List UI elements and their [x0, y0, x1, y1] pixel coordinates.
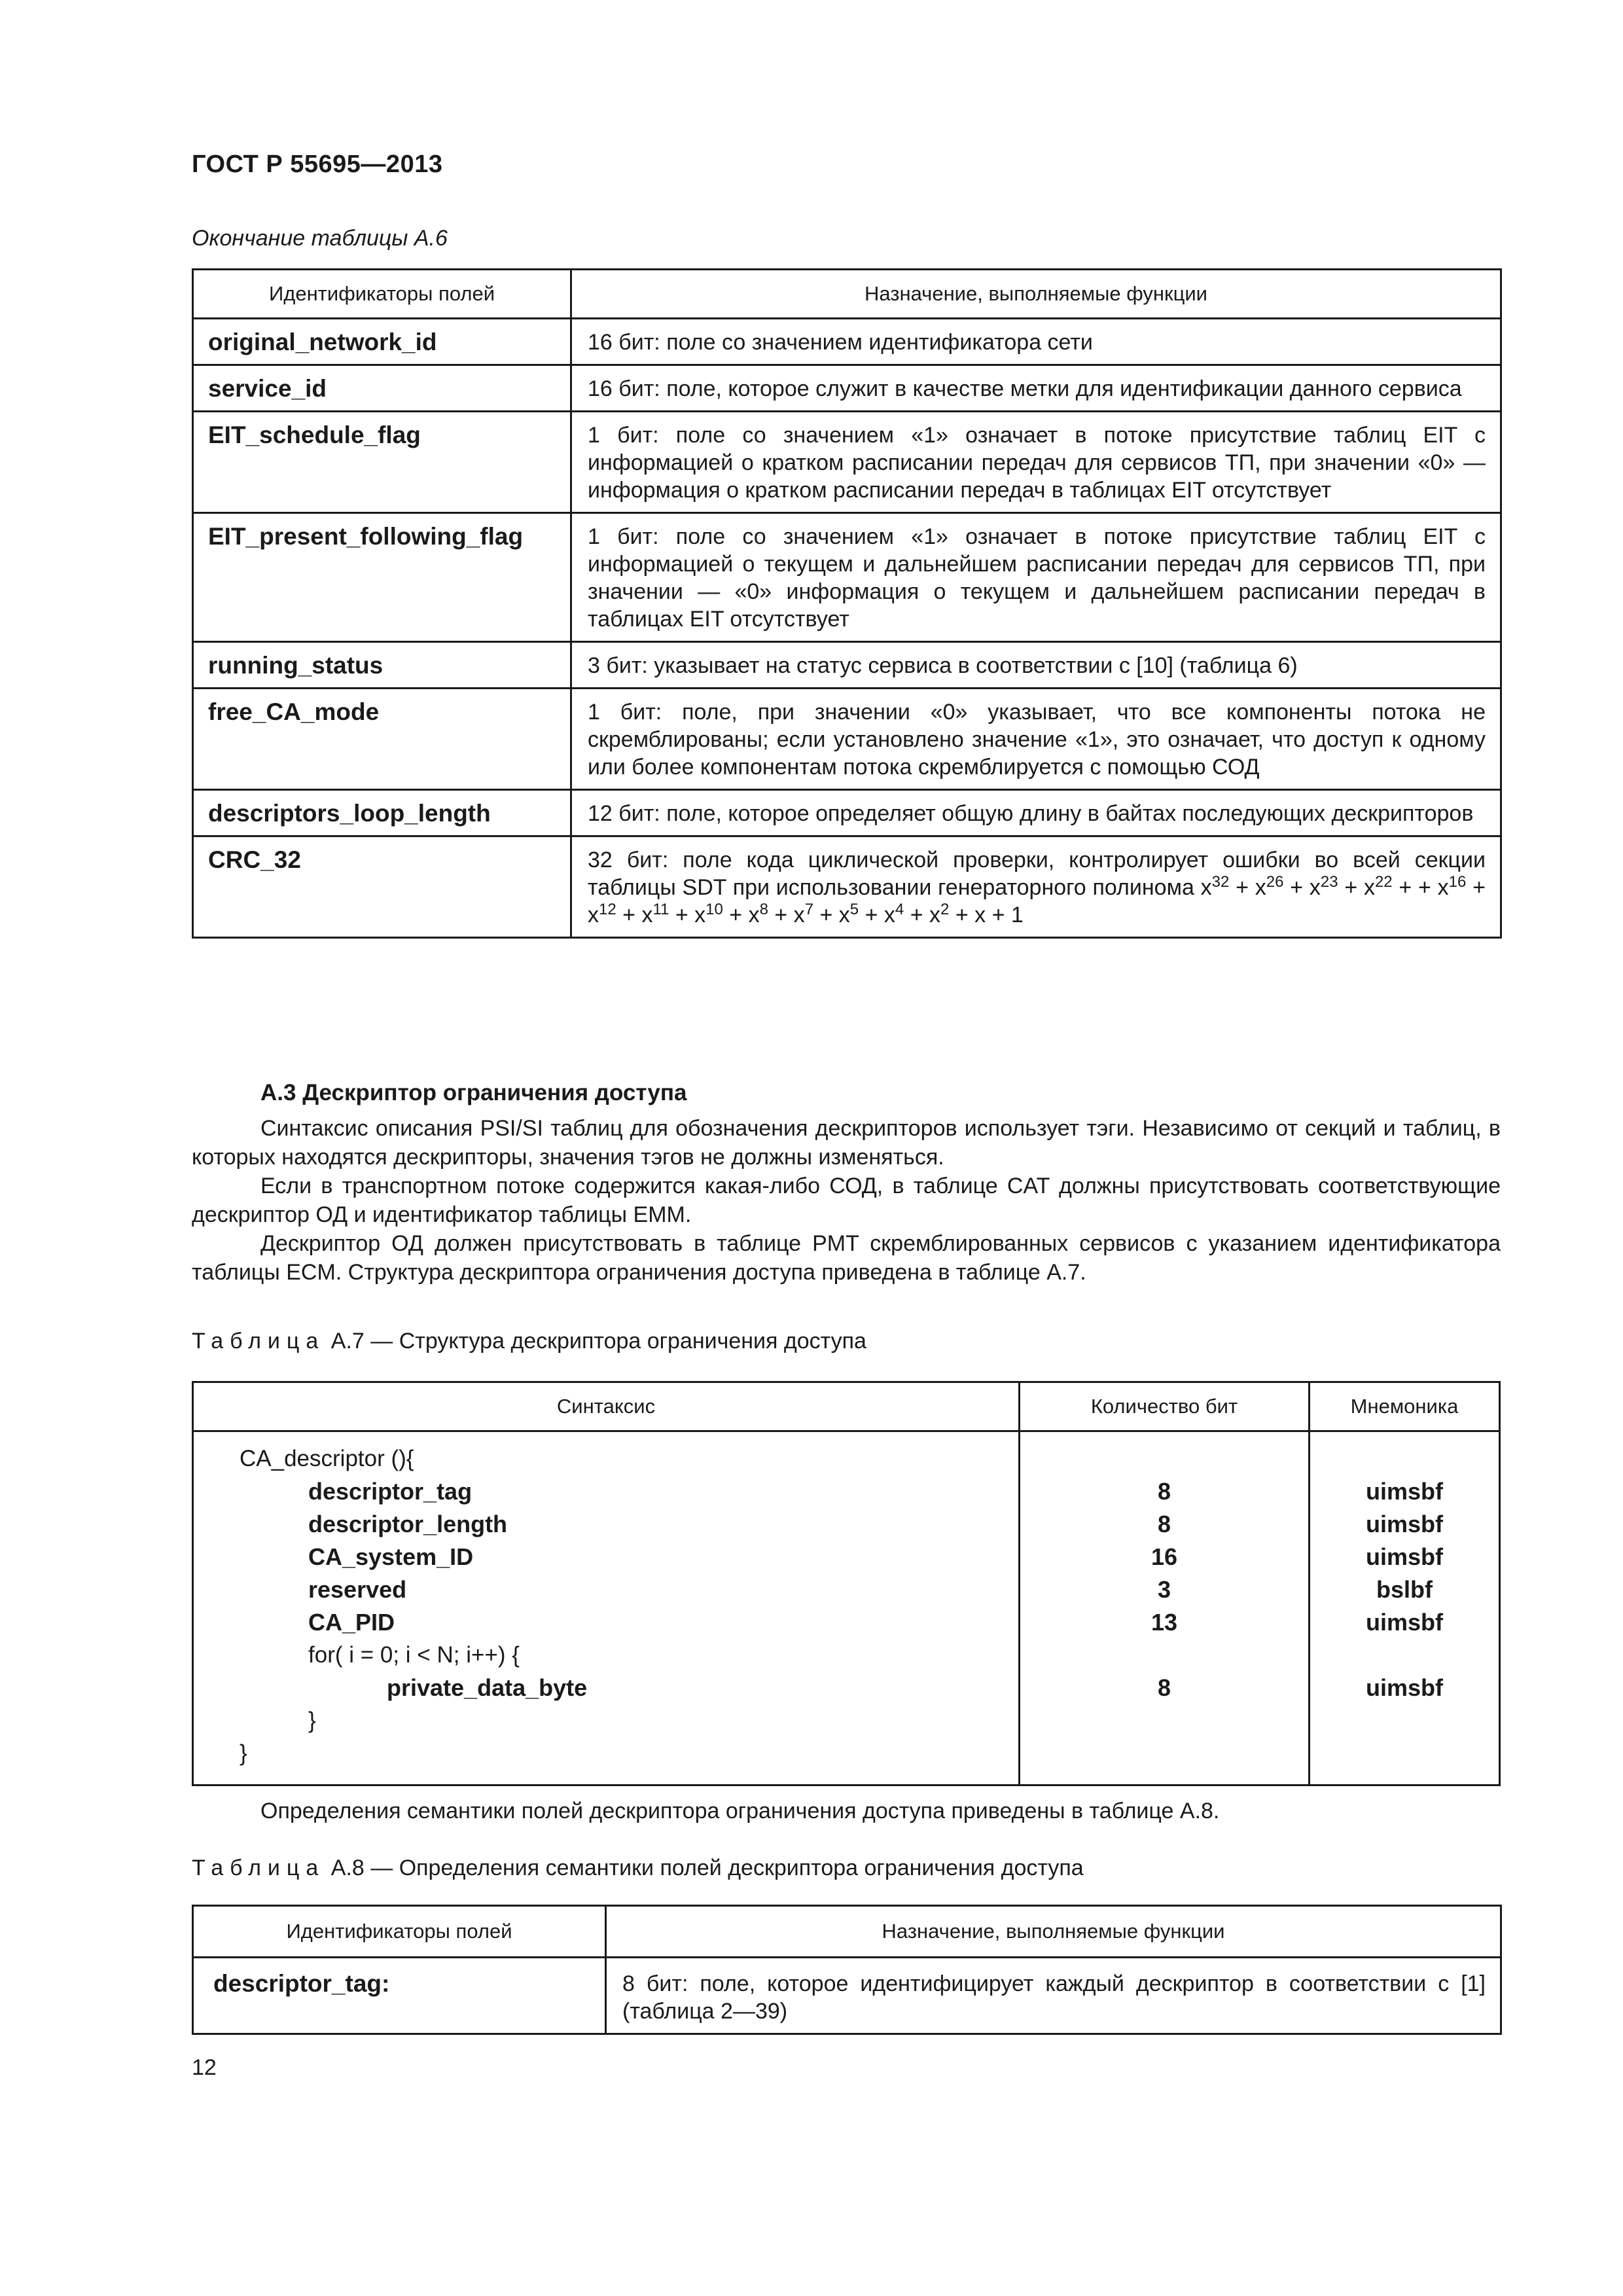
table-header-row — [193, 270, 1501, 319]
table-label: Таблица — [192, 1329, 325, 1354]
column-header: Количество бит — [1020, 1382, 1310, 1431]
table-row — [193, 689, 1501, 790]
field-id-cell: descriptors_loop_length — [193, 790, 571, 836]
bits-value — [1020, 1737, 1308, 1770]
poly-term: + x — [722, 903, 760, 927]
bits-value: 8 — [1157, 1511, 1171, 1537]
syntax-line: descriptor_length — [308, 1511, 508, 1537]
field-desc-cell: 16 бит: поле со значением идентификатора сети — [571, 319, 1501, 365]
mnemonic-value: uimsbf — [1365, 1543, 1443, 1570]
poly-exp: 10 — [705, 901, 723, 918]
table-a6 — [192, 268, 1502, 939]
bits-value — [1020, 1704, 1308, 1737]
poly-term: + x — [616, 903, 653, 927]
paragraph: Если в транспортном потоке содержится какая-либо СОД, в таблице CAT должны присутствовать соответствующие дескриптор ОД и идентификатор таблицы EMM. — [192, 1174, 1501, 1227]
bits-value: 16 — [1150, 1543, 1178, 1570]
column-header: Назначение, выполняемые функции — [571, 270, 1501, 319]
mnemonic-value: uimsbf — [1365, 1609, 1443, 1636]
paragraph: Синтаксис описания PSI/SI таблиц для обозначения дескрипторов использует тэги. Независимо от секций и таблиц, в которых находятся дескрипторы, значения тэгов не должны изменяться. — [192, 1116, 1501, 1170]
bits-value: 8 — [1157, 1478, 1171, 1505]
table-row — [193, 1958, 1501, 2034]
section-title: А.3 Дескриптор ограничения доступа — [260, 1080, 687, 1105]
table-caption-text: А.7 — Структура дескриптора ограничения доступа — [330, 1329, 866, 1354]
crc-desc-text: 32 бит: поле кода циклической проверки, контролирует ошибки во всей секции таблицы SDT при использовании генераторного полинома — [588, 848, 1486, 900]
field-desc-cell — [571, 836, 1501, 938]
poly-term: + x — [1338, 875, 1375, 900]
table-header-row — [193, 1906, 1501, 1958]
table-row — [193, 790, 1501, 836]
table-row — [193, 513, 1501, 642]
table-label: Таблица — [192, 1856, 325, 1880]
field-desc-cell: 12 бит: поле, которое определяет общую длину в байтах последующих дескрипторов — [571, 790, 1501, 836]
poly-exp: 7 — [804, 901, 814, 918]
field-id-cell: free_CA_mode — [193, 689, 571, 790]
column-header: Идентификаторы полей — [193, 270, 571, 319]
syntax-line: } — [308, 1708, 316, 1733]
poly-term: + + x — [1392, 875, 1449, 900]
mnemonic-value: uimsbf — [1365, 1511, 1443, 1537]
mnemonic-value: uimsbf — [1365, 1674, 1443, 1701]
field-desc-cell: 1 бит: поле, при значении «0» указывает, что все компоненты потока не скремблированы; если установлено значение «1», это означает, что доступ к одному или более компонентам потока скремблируется с помощью СОД — [571, 689, 1501, 790]
poly-exp: 11 — [652, 901, 669, 918]
paragraph: Определения семантики полей дескриптора ограничения доступа приведены в таблице А.8. — [260, 1799, 1220, 1823]
bits-value — [1020, 1443, 1308, 1475]
table-a7 — [192, 1381, 1501, 1786]
syntax-line: reserved — [308, 1576, 407, 1603]
poly-exp: 22 — [1374, 873, 1393, 891]
syntax-line: CA_PID — [308, 1609, 395, 1636]
bits-value: 3 — [1157, 1576, 1171, 1603]
mnemonic-value — [1310, 1639, 1499, 1672]
poly-exp: 2 — [940, 901, 950, 918]
field-desc-cell: 1 бит: поле со значением «1» означает в потоке присутствие таблиц EIT с информацией о текущем и дальнейшем расписании передач для сервисов ТП, при значении — «0» информация о текущем и дальнейшем расписании передач в таблицах EIT отсутствует — [571, 513, 1501, 642]
table-body-row — [193, 1431, 1500, 1785]
poly-term: x — [1200, 875, 1212, 900]
table-caption-text: А.8 — Определения семантики полей дескриптора ограничения доступа — [330, 1856, 1084, 1880]
poly-term: + x — [768, 903, 805, 927]
field-id-cell: original_network_id — [193, 319, 571, 365]
field-desc-cell: 8 бит: поле, которое идентифицирует каждый дескриптор в соответствии с [1] (таблица 2—39) — [606, 1958, 1501, 2034]
table-row — [193, 642, 1501, 689]
table-row — [193, 319, 1501, 365]
mnemonic-value — [1310, 1737, 1499, 1770]
bits-value: 8 — [1157, 1674, 1171, 1701]
syntax-line: descriptor_tag — [308, 1478, 473, 1505]
poly-term: + x — [1283, 875, 1321, 900]
poly-exp: 32 — [1211, 873, 1230, 891]
column-header: Синтаксис — [193, 1382, 1020, 1431]
poly-exp: 26 — [1266, 873, 1284, 891]
table-row — [193, 365, 1501, 412]
page-number: 12 — [192, 2055, 217, 2080]
poly-term: + x — [859, 903, 895, 927]
column-header: Идентификаторы полей — [193, 1906, 606, 1958]
field-id-cell: CRC_32 — [193, 836, 571, 938]
mnemonic-value — [1310, 1443, 1499, 1475]
table-row — [193, 412, 1501, 513]
poly-exp: 16 — [1448, 873, 1467, 891]
poly-term: + x — [588, 875, 1486, 927]
paragraph: Дескриптор ОД должен присутствовать в таблице PMT скремблированных сервисов с указанием идентификатора таблицы ECM. Структура дескриптора ограничения доступа приведена в таблице А.7. — [192, 1231, 1501, 1285]
table-header-row — [193, 1382, 1500, 1431]
poly-exp: 8 — [759, 901, 768, 918]
syntax-line: private_data_byte — [387, 1674, 588, 1701]
mnemonic-value — [1310, 1704, 1499, 1737]
poly-term: + x — [669, 903, 706, 927]
field-id-cell: EIT_present_following_flag — [193, 513, 571, 642]
poly-exp: 12 — [599, 901, 616, 918]
syntax-line: CA_descriptor (){ — [240, 1446, 414, 1471]
bits-cell — [1020, 1431, 1310, 1785]
column-header: Назначение, выполняемые функции — [606, 1906, 1501, 1958]
syntax-line: } — [240, 1740, 247, 1766]
bits-value — [1020, 1639, 1308, 1672]
field-desc-cell: 1 бит: поле со значением «1» означает в потоке присутствие таблиц EIT с информацией о кратком расписании передач для сервисов ТП, при значении «0» — информация о кратком расписании передач в таблицах EIT отсутствует — [571, 412, 1501, 513]
poly-term: + x — [904, 903, 941, 927]
field-id-cell: EIT_schedule_flag — [193, 412, 571, 513]
table-a6-caption: Окончание таблицы А.6 — [192, 226, 448, 251]
field-id-cell: running_status — [193, 642, 571, 689]
table-a8 — [192, 1905, 1502, 2035]
field-desc-cell: 3 бит: указывает на статус сервиса в соответствии с [10] (таблица 6) — [571, 642, 1501, 689]
mnemonic-cell — [1310, 1431, 1500, 1785]
table-a7-caption — [192, 1329, 866, 1354]
field-id-cell: service_id — [193, 365, 571, 412]
poly-exp: 5 — [849, 901, 859, 918]
field-id-cell: descriptor_tag: — [193, 1958, 606, 2034]
bits-value: 13 — [1150, 1609, 1178, 1636]
table-a8-caption — [192, 1856, 1084, 1881]
poly-exp: 23 — [1320, 873, 1338, 891]
standard-header: ГОСТ Р 55695—2013 — [192, 151, 443, 178]
poly-exp: 4 — [895, 901, 904, 918]
poly-term: + x — [813, 903, 850, 927]
syntax-line: CA_system_ID — [308, 1543, 474, 1570]
table-row-crc — [193, 836, 1501, 938]
mnemonic-value: uimsbf — [1365, 1478, 1443, 1505]
syntax-cell — [193, 1431, 1020, 1785]
poly-term: + x — [1229, 875, 1266, 900]
syntax-line: for( i = 0; i < N; i++) { — [308, 1642, 520, 1668]
field-desc-cell: 16 бит: поле, которое служит в качестве метки для идентификации данного сервиса — [571, 365, 1501, 412]
column-header: Мнемоника — [1310, 1382, 1500, 1431]
poly-term: + x + 1 — [949, 903, 1024, 927]
mnemonic-value: bslbf — [1376, 1576, 1433, 1603]
